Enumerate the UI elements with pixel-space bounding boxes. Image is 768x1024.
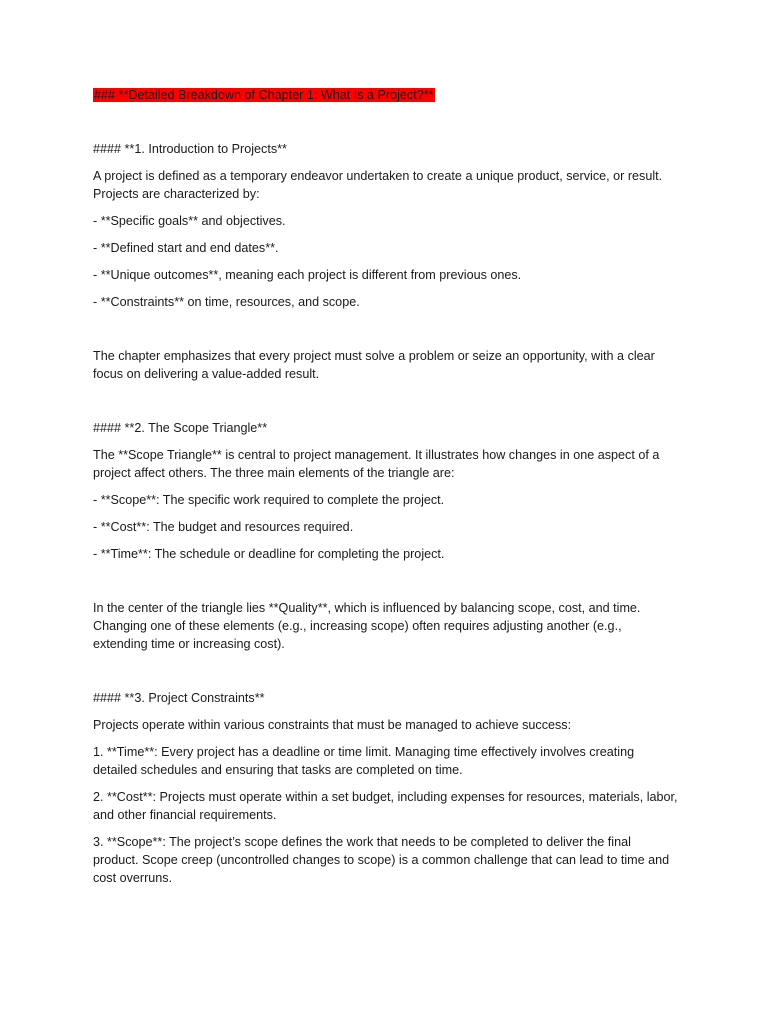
section-2-heading: #### **2. The Scope Triangle** xyxy=(93,421,268,435)
section-1-intro: A project is defined as a temporary endeavor undertaken to create a unique product, service, or result. Projects are characterized by: xyxy=(93,169,663,201)
section-1-bullet: - **Defined start and end dates**. xyxy=(93,241,279,255)
section-2-bullet: - **Scope**: The specific work required to complete the project. xyxy=(93,493,445,507)
section-2-intro: The **Scope Triangle** is central to project management. It illustrates how changes in one aspect of a project affect others. The three main elements of the triangle are: xyxy=(93,448,660,480)
section-1-bullet: - **Unique outcomes**, meaning each project is different from previous ones. xyxy=(93,268,522,282)
section-2-closing: In the center of the triangle lies **Quality**, which is influenced by balancing scope, cost, and time. Changing one of these elements (e.g., increasing scope) often requires adjusting another (e.g., extending time or increasing cost). xyxy=(93,601,641,651)
section-3-heading: #### **3. Project Constraints** xyxy=(93,691,265,705)
section-3-item: 1. **Time**: Every project has a deadline or time limit. Managing time effectively involves creating detailed schedules and ensuring that tasks are completed on time. xyxy=(93,745,635,777)
section-3-item: 2. **Cost**: Projects must operate within a set budget, including expenses for resources, materials, labor, and other financial requirements. xyxy=(93,790,678,822)
document-title-line xyxy=(93,86,678,104)
section-1-bullet: - **Constraints** on time, resources, and scope. xyxy=(93,295,360,309)
section-3-item: 3. **Scope**: The project’s scope defines the work that needs to be completed to deliver the final product. Scope creep (uncontrolled changes to scope) is a common challenge that can lead to time and cost overruns. xyxy=(93,835,670,885)
document-title: ### **Detailed Breakdown of Chapter 1: What Is a Project?** xyxy=(94,88,434,102)
section-1-heading: #### **1. Introduction to Projects** xyxy=(93,142,287,156)
section-1-closing: The chapter emphasizes that every project must solve a problem or seize an opportunity, with a clear focus on delivering a value-added result. xyxy=(93,349,655,381)
document-body xyxy=(93,86,678,887)
section-2-bullet: - **Cost**: The budget and resources required. xyxy=(93,520,354,534)
section-3-intro: Projects operate within various constraints that must be managed to achieve success: xyxy=(93,718,572,732)
section-1-bullet: - **Specific goals** and objectives. xyxy=(93,214,286,228)
section-2-bullet: - **Time**: The schedule or deadline for completing the project. xyxy=(93,547,445,561)
